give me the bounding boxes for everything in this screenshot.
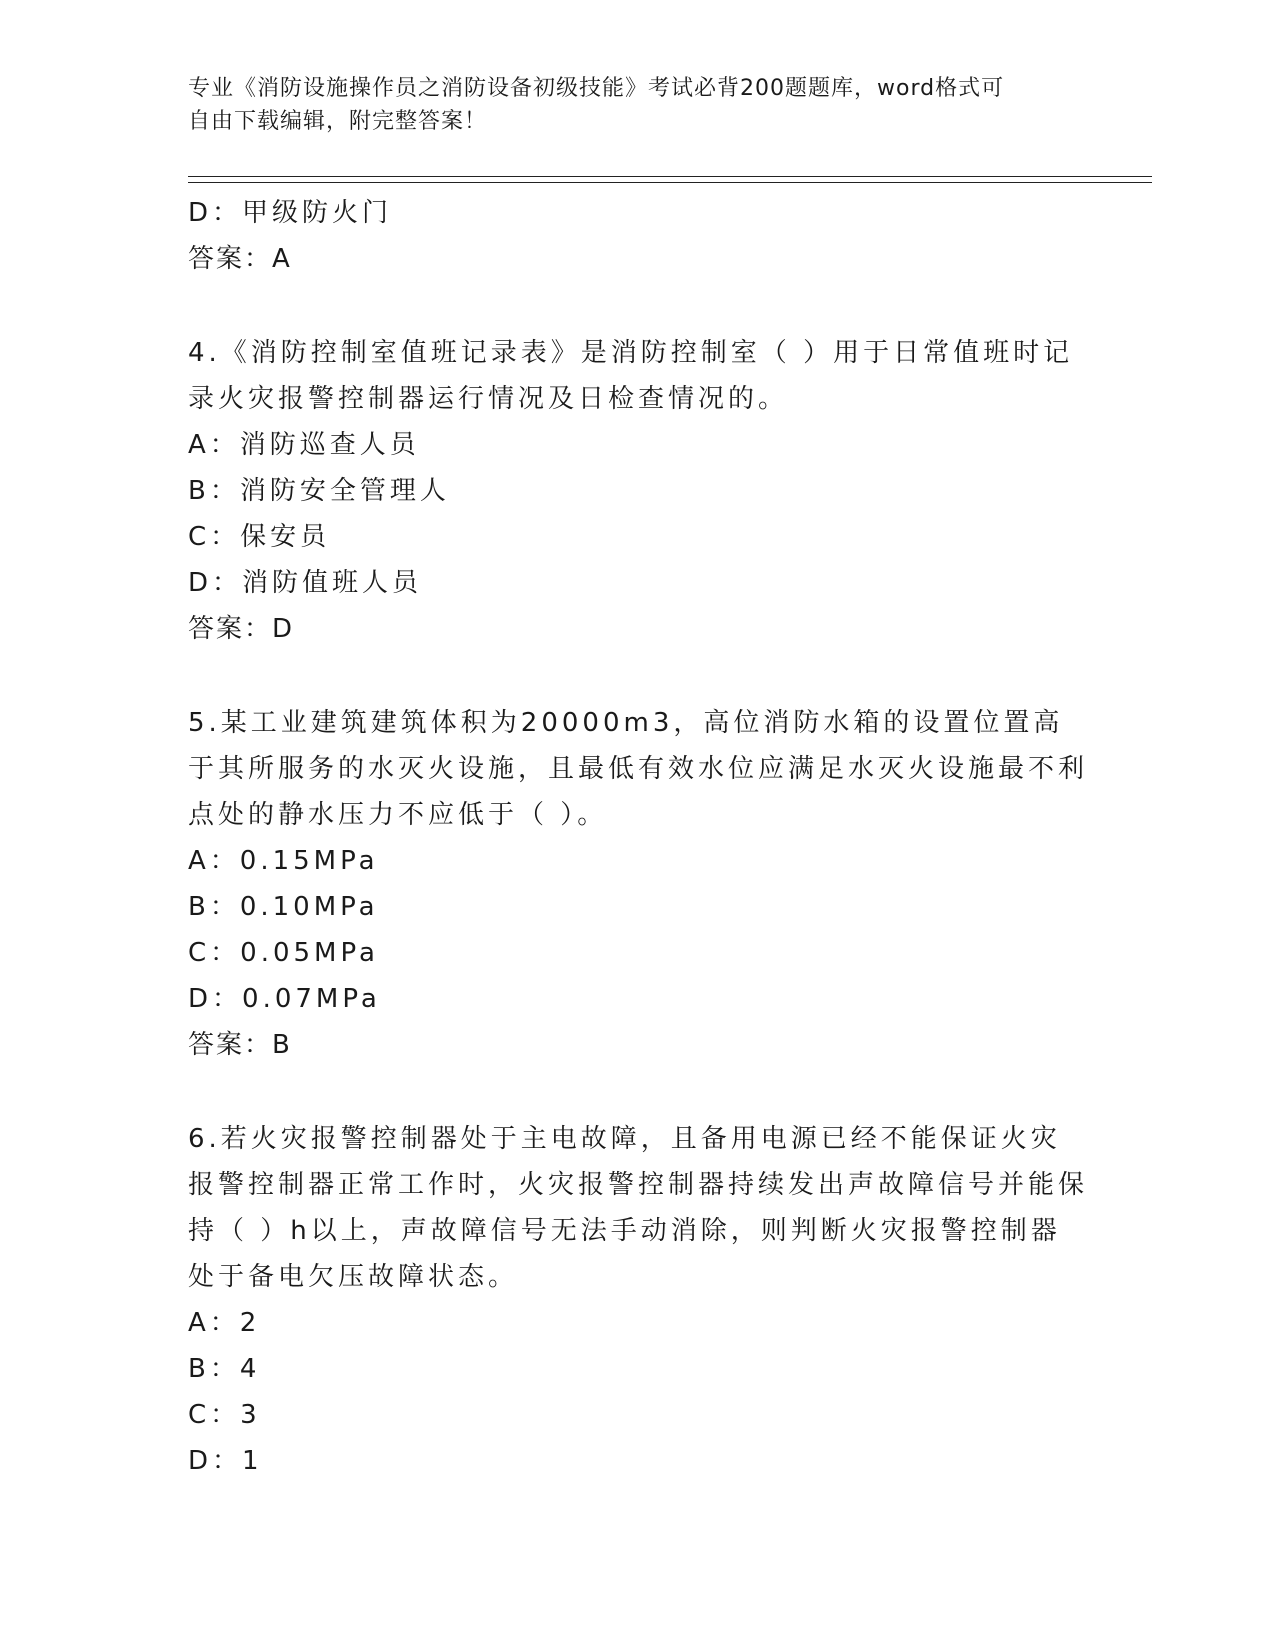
q3-option-d: D：甲级防火门 [188,198,393,228]
option-b: B：0.10MPa [188,892,379,922]
option-c: C：0.05MPa [188,938,379,968]
option-d: D：消防值班人员 [188,568,423,598]
option-a: A：消防巡查人员 [188,430,420,460]
question-stem: 6.若火灾报警控制器处于主电故障，且备用电源已经不能保证火灾报警控制器正常工作时，火灾报警控制器持续发出声故障信号并能保持（ ）h以上，声故障信号无法手动消除，则判断火灾报警控制器处于备电欠压故障状态。 [188,1124,1089,1292]
option-c: C：3 [188,1400,261,1430]
header-line-2: 自由下载编辑，附完整答案！ [188,109,488,134]
question-6 [188,1116,1088,1484]
header-divider-bottom [188,182,1152,183]
option-d: D：1 [188,1446,263,1476]
answer: 答案：B [188,1030,292,1060]
question-4 [188,330,1088,652]
option-c: C：保安员 [188,522,331,552]
q3-answer: 答案：A [188,244,292,274]
question-stem: 5.某工业建筑建筑体积为20000m3，高位消防水箱的设置位置高于其所服务的水灭火设施，且最低有效水位应满足水灭火设施最不利点处的静水压力不应低于（ ）。 [188,708,1089,830]
option-b: B：4 [188,1354,261,1384]
document-body [188,190,1088,1484]
question-5 [188,700,1088,1068]
header-line-1: 专业《消防设施操作员之消防设备初级技能》考试必背200题题库，word格式可 [188,76,1005,101]
page-header [188,72,1088,138]
answer: 答案：D [188,614,295,644]
header-divider-top [188,176,1152,177]
option-d: D：0.07MPa [188,984,381,1014]
option-b: B：消防安全管理人 [188,476,450,506]
question-stem: 4.《消防控制室值班记录表》是消防控制室（ ）用于日常值班时记录火灾报警控制器运行情况及日检查情况的。 [188,338,1074,414]
option-a: A：0.15MPa [188,846,379,876]
option-a: A：2 [188,1308,261,1338]
